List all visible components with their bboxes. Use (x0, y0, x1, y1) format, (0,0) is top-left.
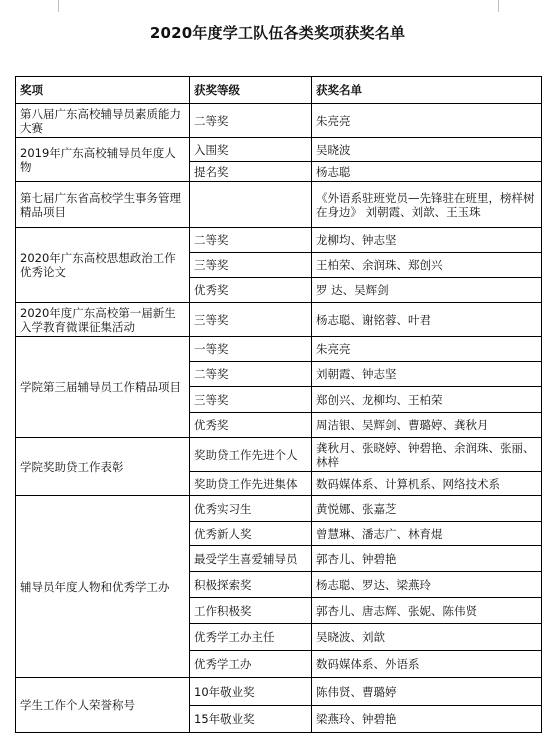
award-level-cell: 提名奖 (190, 162, 312, 182)
table-row (16, 438, 542, 472)
table-row (16, 337, 542, 362)
winner-names-cell: 朱亮亮 (312, 104, 542, 138)
winner-names-cell: 郑创兴、龙柳均、王柏荣 (312, 387, 542, 413)
table-row (16, 496, 542, 522)
award-name-cell: 学生工作个人荣誉称号 (16, 678, 190, 733)
winner-names-cell: 杨志聪 (312, 162, 542, 182)
table-row (16, 228, 542, 253)
column-header-names: 获奖名单 (312, 77, 542, 104)
award-level-cell: 优秀实习生 (190, 496, 312, 522)
winner-names-cell: 周洁银、吴辉剑、曹璐婷、龚秋月 (312, 413, 542, 438)
award-level-cell: 优秀学工办主任 (190, 624, 312, 651)
award-level-cell: 优秀学工办 (190, 651, 312, 678)
winner-names-cell: 曾慧琳、潘志广、林育焜 (312, 522, 542, 546)
winner-names-cell: 刘朝霞、钟志坚 (312, 362, 542, 387)
winner-names-cell: 罗 达、吴辉剑 (312, 278, 542, 303)
award-name-cell: 2019年广东高校辅导员年度人物 (16, 138, 190, 182)
winner-names-cell: 数码媒体系、外语系 (312, 651, 542, 678)
award-level-cell: 积极探索奖 (190, 572, 312, 598)
winner-names-cell: 吴晓波、刘歆 (312, 624, 542, 651)
winner-names-cell: 郭杏儿、唐志辉、张妮、陈伟贤 (312, 598, 542, 624)
winner-names-cell: 杨志聪、谢铭蓉、叶君 (312, 303, 542, 337)
award-level-cell: 三等奖 (190, 303, 312, 337)
award-name-cell: 第七届广东省高校学生事务管理精品项目 (16, 182, 190, 228)
award-name-cell: 2020年广东高校思想政治工作优秀论文 (16, 228, 190, 303)
winner-names-cell: 吴晓波 (312, 138, 542, 162)
award-level-cell: 优秀奖 (190, 413, 312, 438)
winner-names-cell: 黄悦娜、张嘉芝 (312, 496, 542, 522)
page-title: 2020年度学工队伍各类奖项获奖名单 (149, 24, 406, 42)
winner-names-cell: 陈伟贤、曹璐婷 (312, 678, 542, 706)
award-level-cell: 最受学生喜爱辅导员 (190, 546, 312, 572)
table-row (16, 104, 542, 138)
winner-names-cell: 杨志聪、罗达、梁燕玲 (312, 572, 542, 598)
winner-names-cell: 郭杏儿、钟碧艳 (312, 546, 542, 572)
column-header-award: 奖项 (16, 77, 190, 104)
winner-names-cell: 数码媒体系、计算机系、网络技术系 (312, 472, 542, 496)
award-level-cell: 奖助贷工作先进集体 (190, 472, 312, 496)
table-header-row (16, 77, 542, 104)
award-level-cell: 工作积极奖 (190, 598, 312, 624)
award-level-cell: 10年敬业奖 (190, 678, 312, 706)
award-name-cell: 辅导员年度人物和优秀学工办 (16, 496, 190, 678)
award-level-cell: 优秀奖 (190, 278, 312, 303)
award-name-cell: 学院奖助贷工作表彰 (16, 438, 190, 496)
table-row (16, 303, 542, 337)
award-table (15, 76, 542, 733)
award-level-cell: 三等奖 (190, 253, 312, 278)
award-name-cell: 学院第三届辅导员工作精品项目 (16, 337, 190, 438)
award-level-cell: 三等奖 (190, 387, 312, 413)
award-level-cell: 一等奖 (190, 337, 312, 362)
award-level-cell: 入围奖 (190, 138, 312, 162)
award-level-cell (190, 182, 312, 228)
award-level-cell: 二等奖 (190, 228, 312, 253)
winner-names-cell: 龚秋月、张晓婷、钟碧艳、余润珠、张丽、林梓 (312, 438, 542, 472)
award-level-cell: 优秀新人奖 (190, 522, 312, 546)
table-row (16, 182, 542, 228)
winner-names-cell: 龙柳均、钟志坚 (312, 228, 542, 253)
winner-names-cell: 朱亮亮 (312, 337, 542, 362)
winner-names-cell: 王柏荣、余润珠、郑创兴 (312, 253, 542, 278)
award-name-cell: 2020年度广东高校第一届新生入学教育微课征集活动 (16, 303, 190, 337)
award-name-cell: 第八届广东高校辅导员素质能力大赛 (16, 104, 190, 138)
award-level-cell: 15年敬业奖 (190, 706, 312, 733)
column-header-level: 获奖等级 (190, 77, 312, 104)
crop-mark-left (58, 0, 59, 12)
award-level-cell: 奖助贷工作先进个人 (190, 438, 312, 472)
winner-names-cell: 《外语系驻班党员—先锋驻在班里，榜样树在身边》 刘朝霞、刘歆、王玉珠 (312, 182, 542, 228)
table-row (16, 678, 542, 706)
award-level-cell: 二等奖 (190, 104, 312, 138)
table-row (16, 138, 542, 162)
winner-names-cell: 梁燕玲、钟碧艳 (312, 706, 542, 733)
award-level-cell: 二等奖 (190, 362, 312, 387)
crop-mark-right (498, 0, 499, 12)
